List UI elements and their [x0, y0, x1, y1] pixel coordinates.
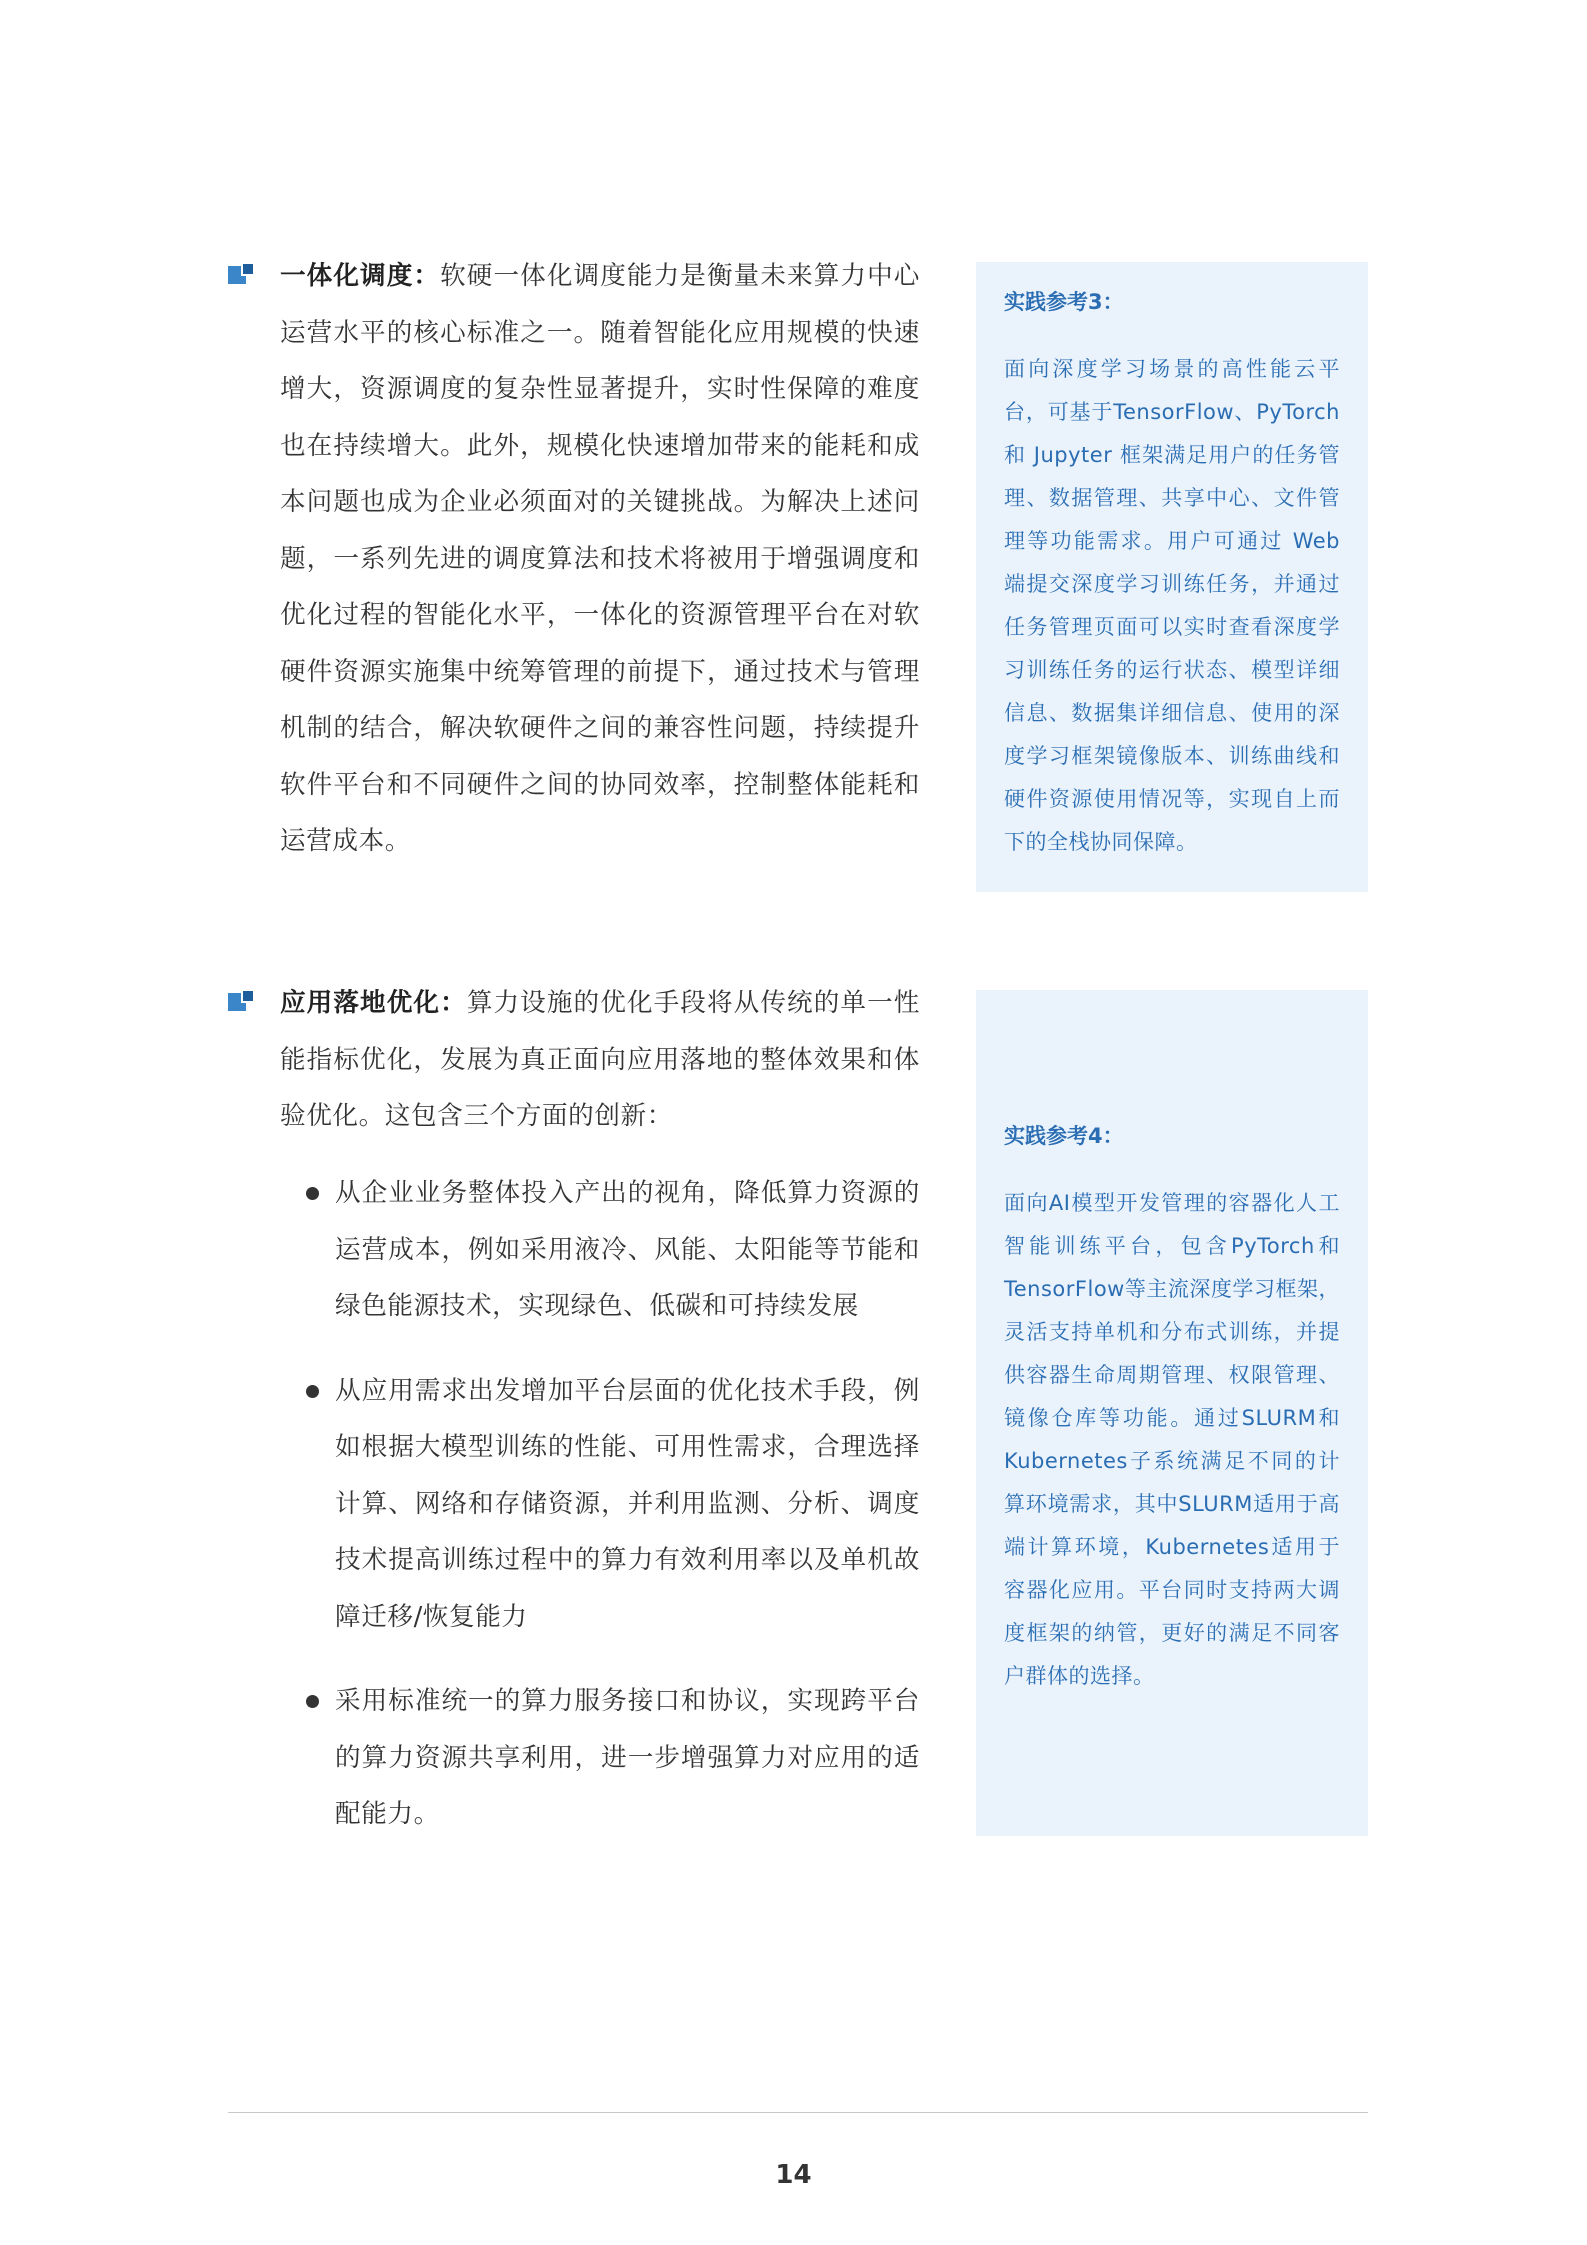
practice-reference-4-title: 实践参考4：	[1004, 1124, 1124, 1148]
page-number: 14	[775, 2160, 812, 2190]
list-item	[280, 1363, 920, 1646]
bullet-dot-icon	[306, 1385, 319, 1398]
practice-reference-4-box	[976, 990, 1368, 1836]
practice-reference-3-box	[976, 262, 1368, 892]
section-2-paragraph	[280, 975, 920, 1145]
innovation-list	[280, 1165, 920, 1871]
list-item-text: 采用标准统一的算力服务接口和协议，实现跨平台的算力资源共享利用，进一步增强算力对应用的适配能力。	[335, 1686, 920, 1829]
section-bullet-icon	[228, 989, 252, 1013]
section-2-body: 算力设施的优化手段将从传统的单一性能指标优化，发展为真正面向应用落地的整体效果和体验优化。这包含三个方面的创新：	[280, 988, 920, 1131]
section-2-heading: 应用落地优化：	[280, 988, 467, 1018]
list-item-text: 从企业业务整体投入产出的视角，降低算力资源的运营成本，例如采用液冷、风能、太阳能等节能和绿色能源技术，实现绿色、低碳和可持续发展	[335, 1178, 920, 1321]
section-1-heading: 一体化调度：	[280, 261, 441, 291]
practice-reference-4-body: 面向AI模型开发管理的容器化人工智能训练平台，包含PyTorch和TensorFlow等主流深度学习框架，灵活支持单机和分布式训练，并提供容器生命周期管理、权限管理、镜像仓库等功能。通过SLURM和Kubernetes子系统满足不同的计算环境需求，其中SLURM适用于高端计算环境，Kubernetes适用于容器化应用。平台同时支持两大调度框架的纳管，更好的满足不同客户群体的选择。	[1004, 1191, 1340, 1688]
section-1-paragraph	[280, 248, 920, 870]
practice-reference-3-body: 面向深度学习场景的高性能云平台，可基于TensorFlow、PyTorch 和 Jupyter 框架满足用户的任务管理、数据管理、共享中心、文件管理等功能需求。用户可通过 Web 端提交深度学习训练任务，并通过任务管理页面可以实时查看深度学习训练任务的运行状态、模型详细信息、数据集详细信息、使用的深度学习框架镜像版本、训练曲线和硬件资源使用情况等，实现自上而下的全栈协同保障。	[1004, 357, 1340, 854]
list-item	[280, 1673, 920, 1843]
section-bullet-icon	[228, 262, 252, 286]
practice-reference-3-title: 实践参考3：	[1004, 290, 1124, 314]
footer-divider	[228, 2112, 1368, 2113]
section-1-body: 软硬一体化调度能力是衡量未来算力中心运营水平的核心标准之一。随着智能化应用规模的快速增大，资源调度的复杂性显著提升，实时性保障的难度也在持续增大。此外，规模化快速增加带来的能耗和成本问题也成为企业必须面对的关键挑战。为解决上述问题，一系列先进的调度算法和技术将被用于增强调度和优化过程的智能化水平，一体化的资源管理平台在对软硬件资源实施集中统筹管理的前提下，通过技术与管理机制的结合，解决软硬件之间的兼容性问题，持续提升软件平台和不同硬件之间的协同效率，控制整体能耗和运营成本。	[280, 261, 920, 856]
list-item-text: 从应用需求出发增加平台层面的优化技术手段，例如根据大模型训练的性能、可用性需求，合理选择计算、网络和存储资源，并利用监测、分析、调度技术提高训练过程中的算力有效利用率以及单机故障迁移/恢复能力	[335, 1375, 920, 1632]
bullet-dot-icon	[306, 1695, 319, 1708]
bullet-dot-icon	[306, 1187, 319, 1200]
list-item	[280, 1165, 920, 1335]
